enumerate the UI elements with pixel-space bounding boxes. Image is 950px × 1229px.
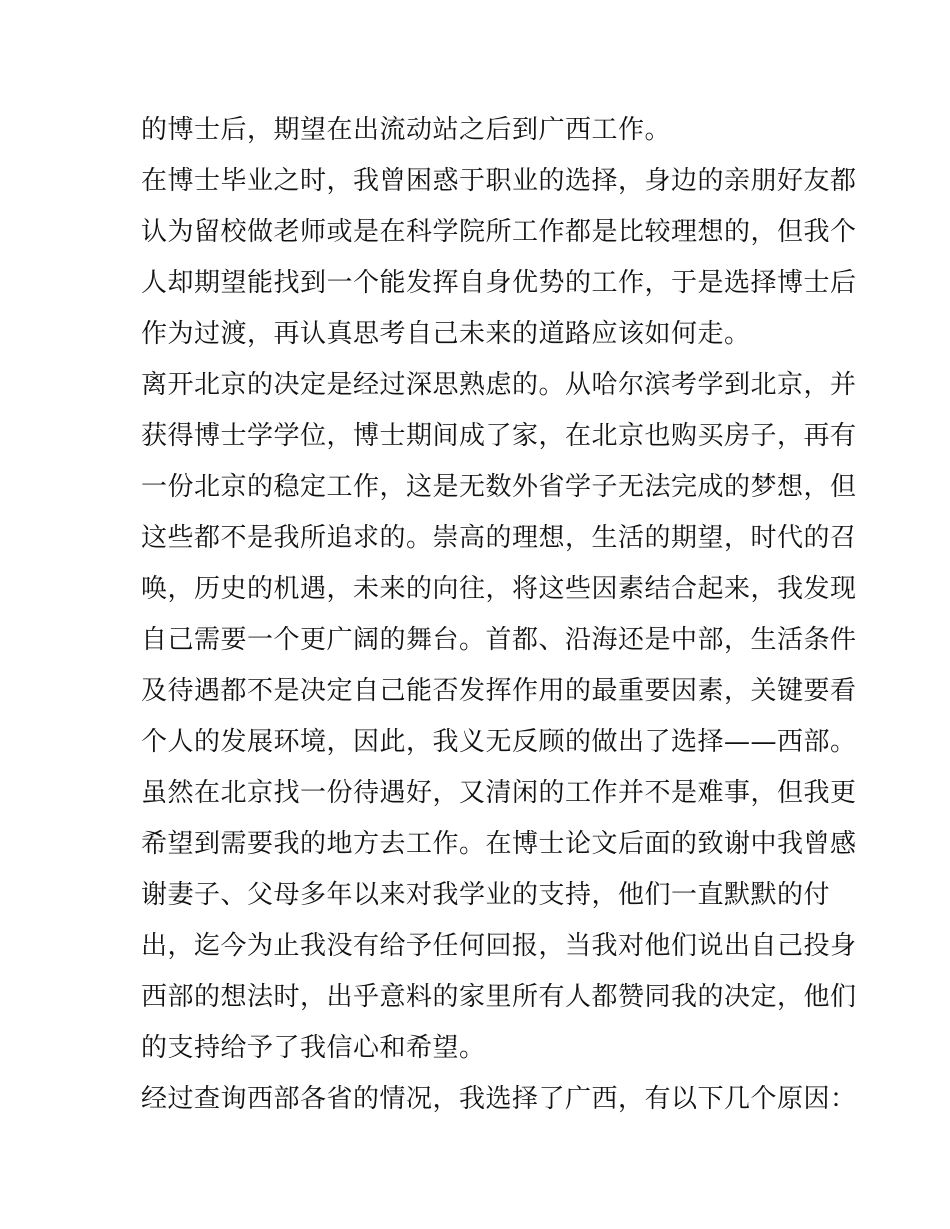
text-line: 虽然在北京找一份待遇好，又清闲的工作并不是难事，但我更 <box>141 778 857 808</box>
text-line: 希望到需要我的地方去工作。在博士论文后面的致谢中我曾感 <box>141 829 857 859</box>
text-line: 获得博士学学位，博士期间成了家，在北京也购买房子，再有 <box>141 421 857 451</box>
text-line: 经过查询西部各省的情况，我选择了广西，有以下几个原因： <box>141 1084 857 1114</box>
text-line: 一份北京的稳定工作，这是无数外省学子无法完成的梦想，但 <box>141 472 857 502</box>
text-line: 出，迄今为止我没有给予任何回报，当我对他们说出自己投身 <box>141 931 857 961</box>
text-line: 的博士后，期望在出流动站之后到广西工作。 <box>141 115 672 145</box>
text-line: 个人的发展环境，因此，我义无反顾的做出了选择——西部。 <box>141 727 857 757</box>
text-line: 自己需要一个更广阔的舞台。首都、沿海还是中部，生活条件 <box>141 625 857 655</box>
text-line: 及待遇都不是决定自己能否发挥作用的最重要因素，关键要看 <box>141 676 857 706</box>
text-line: 西部的想法时，出乎意料的家里所有人都赞同我的决定，他们 <box>141 982 857 1012</box>
text-line: 谢妻子、父母多年以来对我学业的支持，他们一直默默的付 <box>141 880 831 910</box>
text-line: 离开北京的决定是经过深思熟虑的。从哈尔滨考学到北京，并 <box>141 370 857 400</box>
text-line: 认为留校做老师或是在科学院所工作都是比较理想的，但我个 <box>141 217 857 247</box>
text-line: 人却期望能找到一个能发挥自身优势的工作，于是选择博士后 <box>141 268 857 298</box>
text-line: 的支持给予了我信心和希望。 <box>141 1033 486 1063</box>
text-line: 在博士毕业之时，我曾困惑于职业的选择，身边的亲朋好友都 <box>141 166 857 196</box>
text-line: 唤，历史的机遇，未来的向往，将这些因素结合起来，我发现 <box>141 574 857 604</box>
text-line: 作为过渡，再认真思考自己未来的道路应该如何走。 <box>141 319 751 349</box>
text-line: 这些都不是我所追求的。崇高的理想，生活的期望，时代的召 <box>141 523 857 553</box>
